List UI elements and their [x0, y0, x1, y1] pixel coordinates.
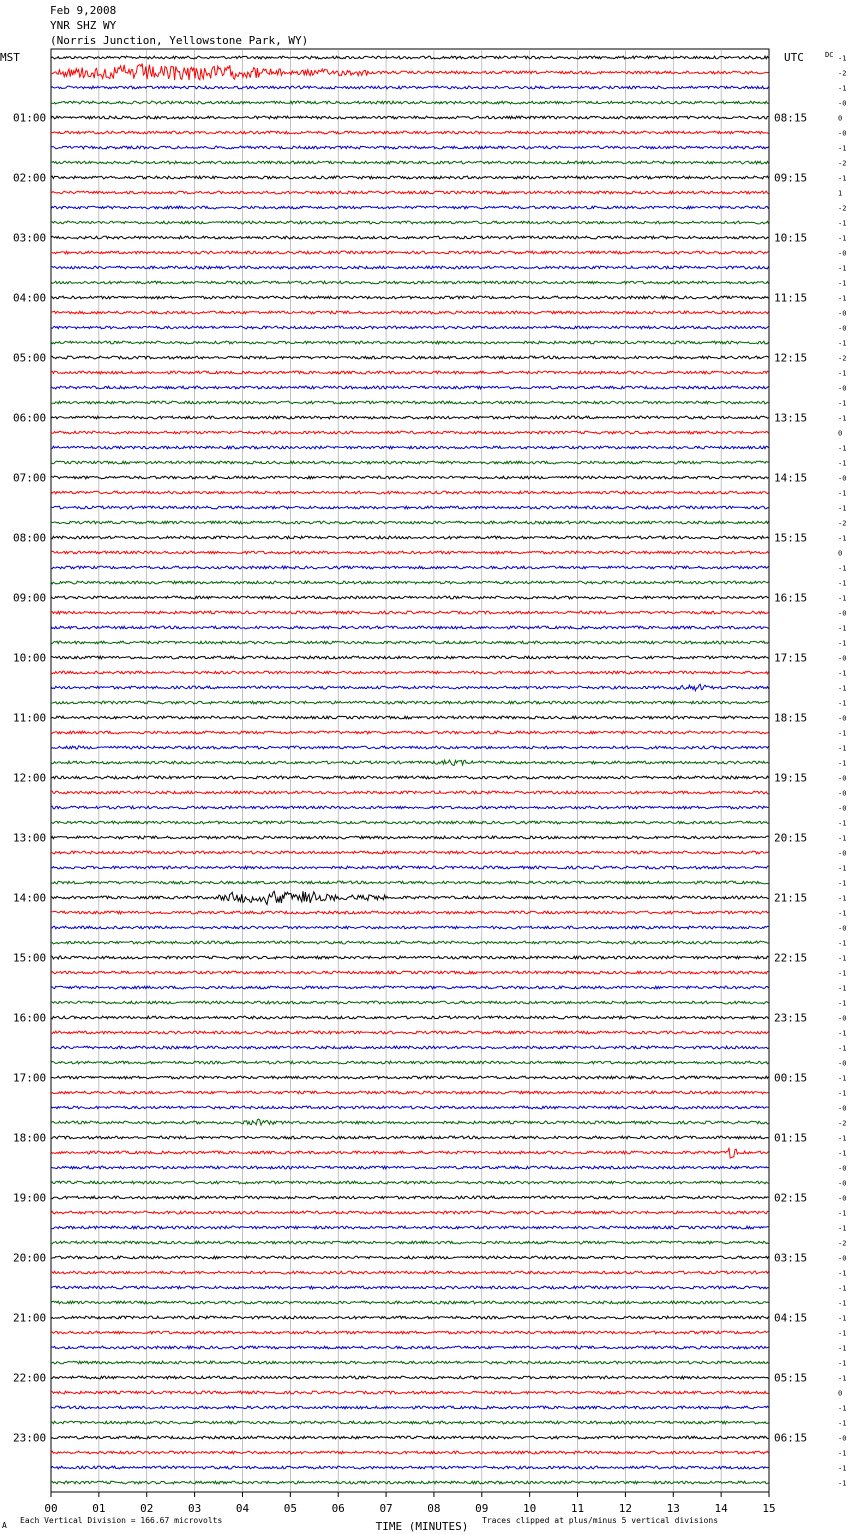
trace-row: [51, 1181, 769, 1184]
hour-label-mst: 16:00: [13, 1011, 47, 1025]
hour-label-utc: 06:15: [774, 1431, 808, 1445]
trace-row: [51, 386, 769, 389]
hour-label-mst: 17:00: [13, 1071, 47, 1085]
dc-offset-label: -1: [838, 1134, 847, 1143]
dc-offset-label: -1: [838, 1224, 847, 1233]
x-tick-label: 07: [379, 1502, 393, 1515]
dc-offset-label: -1: [838, 444, 847, 453]
hour-label-utc: 12:15: [774, 351, 808, 365]
dc-offset-label: -1: [838, 1074, 847, 1083]
dc-offset-label: -1: [838, 834, 847, 843]
dc-offset-label: -0: [838, 774, 847, 783]
dc-offset-label: -0: [838, 129, 847, 138]
trace-row: [51, 891, 769, 904]
trace-row: [51, 536, 769, 539]
trace-row: [51, 1091, 769, 1094]
header-location: (Norris Junction, Yellowstone Park, WY): [50, 34, 309, 47]
dc-offset-label: -1: [838, 54, 847, 63]
x-tick-label: 12: [618, 1502, 633, 1515]
dc-offset-label: -0: [838, 924, 847, 933]
dc-offset-label: -0: [838, 384, 847, 393]
hour-label-utc: 20:15: [774, 831, 808, 845]
trace-row: [51, 1106, 769, 1109]
dc-offset-label: -1: [838, 294, 847, 303]
trace-row: [51, 131, 769, 134]
trace-row: [51, 1346, 769, 1349]
trace-row: [51, 1166, 769, 1169]
dc-offset-label: -0: [838, 654, 847, 663]
dc-offset-label: -1: [838, 879, 847, 888]
hour-label-utc: 18:15: [774, 711, 808, 725]
trace-row: [51, 1241, 769, 1244]
dc-offset-label: -1: [838, 1269, 847, 1278]
dc-offset-label: -0: [838, 309, 847, 318]
x-tick-label: 08: [427, 1502, 441, 1515]
dc-offset-label: -1: [838, 534, 847, 543]
trace-row: [51, 1481, 769, 1484]
hour-label-utc: 01:15: [774, 1131, 808, 1145]
trace-row: [51, 1466, 769, 1469]
trace-row: [51, 641, 769, 644]
trace-row: [51, 971, 769, 974]
trace-row: [51, 236, 769, 239]
utc-axis-label: UTC: [784, 51, 804, 64]
trace-row: [51, 836, 769, 839]
x-tick-label: 01: [92, 1502, 106, 1515]
dc-offset-label: -0: [838, 249, 847, 258]
dc-offset-label: -1: [838, 639, 847, 648]
seismic-traces: [51, 56, 769, 1484]
dc-offset-label: -1: [838, 399, 847, 408]
trace-row: [51, 1136, 769, 1139]
corner-mark: A: [2, 1521, 7, 1530]
dc-offset-label: -1: [838, 1044, 847, 1053]
dc-offset-label: -2: [838, 204, 847, 213]
x-tick-label: 04: [235, 1502, 250, 1515]
dc-offset-label: -1: [838, 1404, 847, 1413]
dc-offset-label: -1: [838, 954, 847, 963]
dc-offset-label: -1: [838, 1464, 847, 1473]
trace-row: [51, 1061, 769, 1064]
hour-label-mst: 06:00: [13, 411, 47, 425]
dc-label: DC: [825, 51, 834, 59]
trace-row: [51, 701, 769, 704]
dc-offset-label: -2: [838, 69, 847, 78]
trace-row: [51, 161, 769, 164]
hour-label-utc: 22:15: [774, 951, 808, 965]
hour-label-utc: 23:15: [774, 1011, 808, 1025]
dc-offset-label: -1: [838, 1314, 847, 1323]
x-tick-label: 05: [283, 1502, 297, 1515]
dc-offset-label: -1: [838, 219, 847, 228]
dc-offset-label: -1: [838, 729, 847, 738]
dc-offset-label: -1: [838, 984, 847, 993]
trace-row: [51, 566, 769, 569]
dc-offset-label: -2: [838, 354, 847, 363]
trace-row: [51, 401, 769, 404]
trace-row: [51, 116, 769, 119]
hour-label-utc: 03:15: [774, 1251, 808, 1265]
trace-row: [51, 671, 769, 674]
dc-offset-label: -1: [838, 894, 847, 903]
x-tick-label: 10: [523, 1502, 537, 1515]
dc-offset-label: -1: [838, 1284, 847, 1293]
x-tick-label: 03: [187, 1502, 202, 1515]
hour-label-mst: 13:00: [13, 831, 47, 845]
hour-label-mst: 22:00: [13, 1371, 47, 1385]
hour-label-mst: 21:00: [13, 1311, 47, 1325]
trace-row: [51, 1196, 769, 1199]
dc-offset-label: -1: [838, 744, 847, 753]
trace-row: [51, 146, 769, 149]
trace-row: [51, 221, 769, 224]
x-tick-label: 09: [475, 1502, 489, 1515]
dc-offset-label: -1: [838, 624, 847, 633]
dc-offset-label: -1: [838, 369, 847, 378]
hour-label-mst: 12:00: [13, 771, 47, 785]
dc-offset-label: -1: [838, 819, 847, 828]
trace-row: [51, 416, 769, 419]
dc-offset-label: -0: [838, 99, 847, 108]
trace-row: [51, 1256, 769, 1259]
hour-label-utc: 11:15: [774, 291, 808, 305]
trace-row: [51, 551, 769, 554]
dc-offset-label: 0: [838, 549, 843, 558]
dc-offset-label: -1: [838, 339, 847, 348]
x-axis-title: TIME (MINUTES): [375, 1520, 469, 1533]
trace-row: [51, 1119, 769, 1125]
hour-label-mst: 23:00: [13, 1431, 47, 1445]
dc-offset-label: -1: [838, 1089, 847, 1098]
hour-label-utc: 09:15: [774, 171, 808, 185]
dc-offset-label: -1: [838, 1209, 847, 1218]
hour-label-mst: 03:00: [13, 231, 47, 245]
trace-row: [51, 446, 769, 449]
trace-row: [51, 926, 769, 929]
dc-offset-label: -1: [838, 504, 847, 513]
trace-row: [51, 176, 769, 179]
hour-label-utc: 08:15: [774, 111, 808, 125]
clip-note: Traces clipped at plus/minus 5 vertical divisions: [482, 1516, 719, 1525]
plot-frame: [51, 49, 769, 1492]
dc-offset-label: -1: [838, 1029, 847, 1038]
trace-row: [51, 941, 769, 944]
trace-row: [51, 431, 769, 434]
dc-offset-label: -0: [838, 1194, 847, 1203]
dc-offset-label: 1: [838, 189, 843, 198]
dc-offset-label: -0: [838, 1164, 847, 1173]
x-tick-label: 15: [762, 1502, 776, 1515]
dc-offset-label: -2: [838, 1119, 847, 1128]
trace-row: [51, 716, 769, 719]
trace-row: [51, 596, 769, 599]
dc-offset-label: -1: [838, 759, 847, 768]
dc-offset-label: -1: [838, 279, 847, 288]
dc-offset-label: -1: [838, 864, 847, 873]
dc-offset-label: -1: [838, 459, 847, 468]
trace-row: [51, 776, 769, 779]
trace-row: [51, 986, 769, 989]
trace-row: [51, 746, 769, 749]
trace-row: [51, 1406, 769, 1409]
hour-label-utc: 05:15: [774, 1371, 808, 1385]
dc-offset-label: -0: [838, 714, 847, 723]
trace-row: [51, 1076, 769, 1079]
dc-offset-label: -0: [838, 1059, 847, 1068]
hour-label-mst: 02:00: [13, 171, 47, 185]
x-tick-label: 11: [570, 1502, 585, 1515]
header-station: YNR SHZ WY: [50, 19, 117, 32]
trace-row: [51, 1211, 769, 1214]
dc-offset-label: -1: [838, 144, 847, 153]
trace-row: [51, 461, 769, 464]
dc-offset-label: -1: [838, 564, 847, 573]
trace-row: [51, 476, 769, 479]
dc-offset-label: -1: [838, 414, 847, 423]
trace-row: [51, 506, 769, 509]
hour-label-mst: 07:00: [13, 471, 47, 485]
dc-offset-label: -2: [838, 159, 847, 168]
dc-offset-label: -1: [838, 84, 847, 93]
dc-offset-label: -1: [838, 1329, 847, 1338]
hour-label-mst: 09:00: [13, 591, 47, 605]
dc-offset-label: -1: [838, 1344, 847, 1353]
trace-row: [51, 491, 769, 494]
hour-label-utc: 16:15: [774, 591, 808, 605]
trace-row: [51, 911, 769, 914]
trace-row: [51, 731, 769, 734]
trace-row: [51, 251, 769, 254]
trace-row: [51, 341, 769, 344]
hour-label-utc: 21:15: [774, 891, 808, 905]
header-date: Feb 9,2008: [50, 4, 117, 17]
trace-row: [51, 86, 769, 89]
trace-row: [51, 64, 769, 81]
trace-row: [51, 1226, 769, 1229]
hour-label-mst: 05:00: [13, 351, 47, 365]
dc-offset-label: -2: [838, 1239, 847, 1248]
trace-row: [51, 371, 769, 374]
dc-offset-label: 0: [838, 114, 843, 123]
hour-label-mst: 10:00: [13, 651, 47, 665]
trace-row: [51, 1421, 769, 1424]
hour-label-utc: 04:15: [774, 1311, 808, 1325]
dc-offset-label: -0: [838, 1434, 847, 1443]
trace-row: [51, 581, 769, 584]
dc-offset-label: -1: [838, 939, 847, 948]
hour-label-utc: 02:15: [774, 1191, 808, 1205]
dc-offset-label: -1: [838, 579, 847, 588]
dc-offset-label: -1: [838, 1374, 847, 1383]
chart-grid: [51, 49, 769, 1492]
trace-row: [51, 1016, 769, 1019]
dc-offset-label: -1: [838, 1479, 847, 1488]
trace-row: [51, 791, 769, 794]
trace-row: [51, 521, 769, 524]
trace-row: [51, 806, 769, 809]
dc-offset-label: -1: [838, 594, 847, 603]
trace-row: [51, 1316, 769, 1319]
dc-offset-label: 0: [838, 429, 843, 438]
dc-offset-label: -1: [838, 264, 847, 273]
trace-row: [51, 1031, 769, 1034]
trace-row: [51, 1046, 769, 1049]
hour-label-mst: 20:00: [13, 1251, 47, 1265]
trace-row: [51, 266, 769, 269]
trace-row: [51, 356, 769, 359]
trace-row: [51, 684, 769, 691]
trace-row: [51, 656, 769, 659]
dc-offset-label: -1: [838, 1419, 847, 1428]
dc-offset-label: -0: [838, 1014, 847, 1023]
trace-row: [51, 296, 769, 299]
trace-row: [51, 626, 769, 629]
x-tick-label: 14: [714, 1502, 728, 1515]
x-tick-label: 00: [44, 1502, 58, 1515]
trace-row: [51, 1301, 769, 1304]
dc-offset-label: -0: [838, 609, 847, 618]
dc-offset-label: -1: [838, 1449, 847, 1458]
trace-row: [51, 881, 769, 884]
dc-offset-label: -0: [838, 789, 847, 798]
x-tick-label: 13: [666, 1502, 680, 1515]
trace-row: [51, 1331, 769, 1334]
dc-offset-label: -0: [838, 1179, 847, 1188]
hour-label-mst: 11:00: [13, 711, 47, 725]
trace-row: [51, 56, 769, 59]
trace-row: [51, 1361, 769, 1364]
hour-label-utc: 10:15: [774, 231, 808, 245]
hour-label-mst: 14:00: [13, 891, 47, 905]
dc-offset-label: -0: [838, 1254, 847, 1263]
x-tick-label: 06: [331, 1502, 345, 1515]
vertical-division-note: Each Vertical Division = 166.67 microvolts: [20, 1516, 223, 1525]
hour-label-utc: 17:15: [774, 651, 808, 665]
hour-label-utc: 13:15: [774, 411, 808, 425]
hour-label-utc: 14:15: [774, 471, 808, 485]
dc-offset-label: -0: [838, 474, 847, 483]
dc-offset-label: -1: [838, 1299, 847, 1308]
trace-row: [51, 1148, 769, 1158]
dc-offset-label: -1: [838, 1149, 847, 1158]
trace-row: [51, 1391, 769, 1394]
hour-label-mst: 19:00: [13, 1191, 47, 1205]
trace-row: [51, 191, 769, 194]
dc-offset-label: -2: [838, 519, 847, 528]
hour-label-mst: 15:00: [13, 951, 47, 965]
trace-row: [51, 956, 769, 959]
hour-label-utc: 00:15: [774, 1071, 808, 1085]
trace-row: [51, 1286, 769, 1289]
hour-label-mst: 08:00: [13, 531, 47, 545]
trace-row: [51, 281, 769, 284]
dc-offset-label: -0: [838, 849, 847, 858]
trace-row: [51, 1436, 769, 1439]
dc-offset-label: -1: [838, 1359, 847, 1368]
dc-offset-label: -0: [838, 804, 847, 813]
dc-offset-label: -1: [838, 669, 847, 678]
trace-row: [51, 206, 769, 209]
hour-label-mst: 04:00: [13, 291, 47, 305]
trace-row: [51, 611, 769, 614]
dc-offset-label: -1: [838, 909, 847, 918]
trace-row: [51, 1376, 769, 1379]
hour-label-mst: 01:00: [13, 111, 47, 125]
dc-offset-label: -1: [838, 174, 847, 183]
trace-row: [51, 1451, 769, 1454]
trace-row: [51, 851, 769, 854]
mst-axis-label: MST: [0, 51, 20, 64]
dc-offset-label: -0: [838, 1104, 847, 1113]
dc-offset-label: -1: [838, 684, 847, 693]
trace-row: [51, 760, 769, 765]
hour-label-utc: 15:15: [774, 531, 808, 545]
trace-row: [51, 1001, 769, 1004]
dc-offset-label: -1: [838, 489, 847, 498]
dc-offset-label: 0: [838, 1389, 843, 1398]
dc-offset-label: -1: [838, 999, 847, 1008]
trace-row: [51, 101, 769, 104]
hour-label-mst: 18:00: [13, 1131, 47, 1145]
trace-row: [51, 866, 769, 869]
trace-row: [51, 1271, 769, 1274]
dc-offset-label: -0: [838, 324, 847, 333]
dc-offset-label: -1: [838, 969, 847, 978]
dc-offset-label: -1: [838, 234, 847, 243]
hour-label-utc: 19:15: [774, 771, 808, 785]
trace-row: [51, 311, 769, 314]
x-tick-label: 02: [140, 1502, 154, 1515]
trace-row: [51, 821, 769, 824]
trace-row: [51, 326, 769, 329]
dc-offset-label: -1: [838, 699, 847, 708]
